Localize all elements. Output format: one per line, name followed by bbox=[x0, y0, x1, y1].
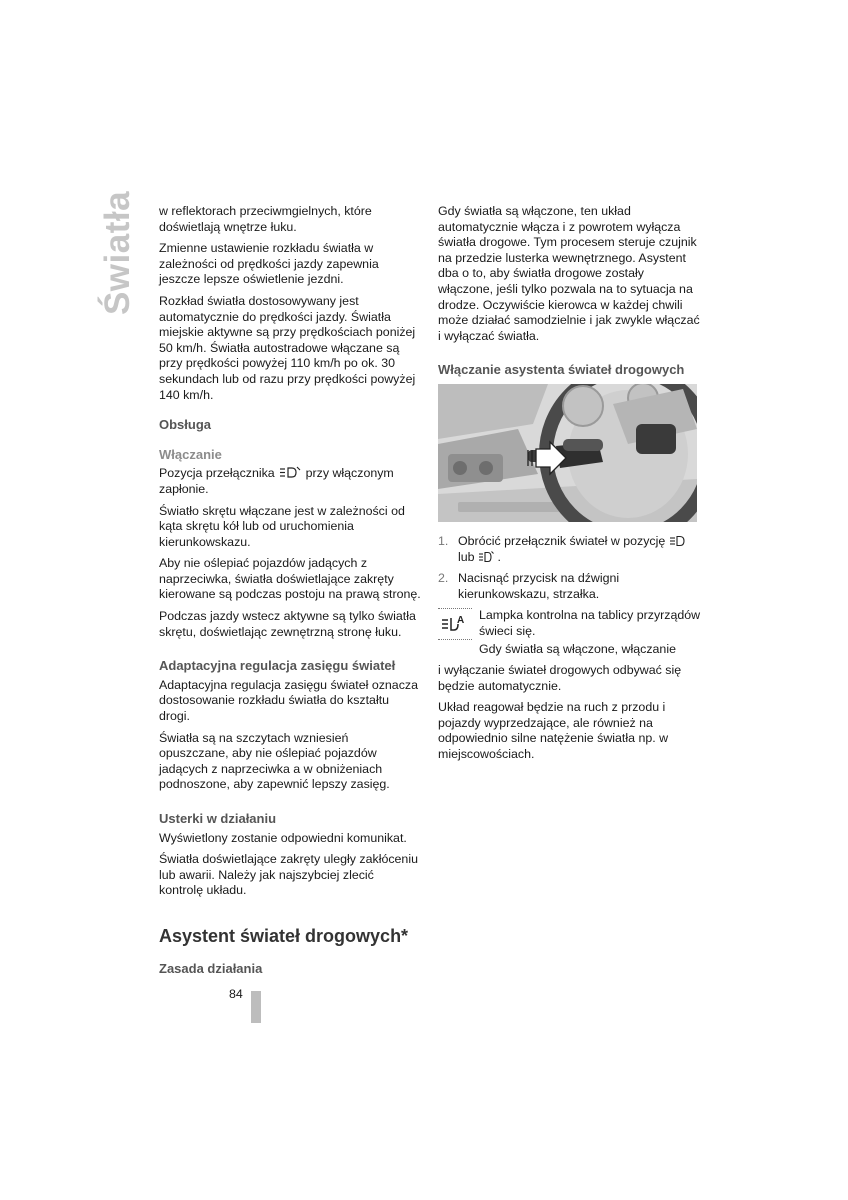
indicator-note-text: Lampka kontrolna na tablicy przyrządów świeci się. bbox=[479, 608, 701, 638]
step-text-part: . bbox=[497, 549, 501, 564]
step-text: Nacisnąć przycisk na dźwigni kierunkowskazu, strzałka. bbox=[458, 571, 620, 601]
step-text-part: Obrócić przełącznik świateł w pozycję bbox=[458, 533, 666, 548]
step-number: 2. bbox=[438, 571, 449, 586]
paragraph: Światło skrętu włączane jest w zależności od kąta skrętu kół lub od uruchomienia kierunkowskazu. bbox=[159, 503, 405, 549]
paragraph: Aby nie oślepiać pojazdów jadących z naprzeciwka, światła doświetlające zakręty kierowane są podczas postoju na prawą stronę. bbox=[159, 556, 421, 602]
paragraph: Zmienne ustawienie rozkładu światła w zależności od prędkości jazdy zapewnia jeszcze lepsze oświetlenie jezdni. bbox=[159, 241, 379, 287]
high-beam-assistant-icon bbox=[441, 613, 469, 635]
subheading-wlaczanie: Włączanie bbox=[159, 446, 222, 462]
chapter-title-text: Światła bbox=[98, 190, 138, 316]
steering-wheel-photo bbox=[438, 384, 697, 522]
right-column bbox=[438, 204, 702, 769]
paragraph: Gdy światła są włączone, włączanie bbox=[479, 641, 676, 656]
paragraph: Światła są na szczytach wzniesień opuszczane, aby nie oślepiać pojazdów jadących z naprzeciwka a w obniżeniach podnoszone, aby zapewnić lepszy zasięg. bbox=[159, 730, 390, 792]
paragraph: i wyłączanie świateł drogowych odbywać się będzie automatycznie. bbox=[438, 663, 682, 693]
section-heading-usterki: Usterki w działaniu bbox=[159, 811, 277, 826]
paragraph: Rozkład światła dostosowywany jest automatycznie do prędkości jazdy. Światła miejskie aktywne są przy prędkościach poniżej 50 km/h. Światła autostradowe włączane są przy prędkości powyżej 110 km/h po ok. 30 sekundach lub od razu przy prędkości powyżej 140 km/h. bbox=[159, 293, 416, 402]
paragraph: Adaptacyjna regulacja zasięgu świateł oznacza dostosowanie rozkładu światła do kształtu drogi. bbox=[159, 677, 418, 724]
list-item bbox=[438, 571, 702, 602]
step-text bbox=[458, 534, 685, 565]
list-item bbox=[438, 534, 702, 565]
page-marker-bar bbox=[251, 991, 261, 1023]
indicator-note bbox=[438, 608, 702, 657]
step-text-part: lub bbox=[458, 549, 475, 564]
section-heading-wlaczanie-asystenta: Włączanie asystenta świateł drogowych bbox=[438, 362, 685, 378]
paragraph-text: przy włączonym zapłonie. bbox=[159, 466, 394, 496]
paragraph: Gdy światła są włączone, ten układ automatycznie włącza i z powrotem wyłącza światła drogowe. Tym procesem steruje czujnik na przedzie lusterka wewnętrznego. Asystent dba o to, aby światła drogowe zostały włączone, jeśli tylko pozwala na to sytuacja na drodze. Oczywiście kierowca w każdej chwili może działać samodzielnie i jak zwykle włączać i wyłączać światła. bbox=[438, 204, 700, 343]
paragraph: w reflektorach przeciwmgielnych, które doświetlają wnętrze łuku. bbox=[159, 204, 372, 234]
section-heading-zasada: Zasada działania bbox=[159, 960, 263, 976]
paragraph: Podczas jazdy wstecz aktywne są tylko światła skrętu, doświetlając zewnętrzną stronę łuku. bbox=[159, 609, 416, 639]
headlight-icon bbox=[669, 535, 685, 547]
instruction-steps bbox=[438, 534, 702, 602]
paragraph-switch-position bbox=[159, 466, 421, 497]
section-heading-obsluga: Obsługa bbox=[159, 417, 212, 433]
auto-light-icon bbox=[278, 466, 302, 479]
auto-light-icon bbox=[478, 551, 494, 563]
chapter-side-title bbox=[96, 190, 140, 316]
section-heading-adaptive: Adaptacyjna regulacja zasięgu świateł bbox=[159, 658, 396, 674]
chapter-heading-asystent: Asystent świateł drogowych* bbox=[159, 925, 409, 946]
left-column bbox=[159, 204, 421, 987]
paragraph: Światła doświetlające zakręty uległy zakłóceniu lub awarii. Należy jak najszybciej zlecić kontrolę układu. bbox=[159, 852, 418, 898]
indicator-lamp-box bbox=[438, 608, 472, 640]
step-number: 1. bbox=[438, 533, 449, 548]
paragraph-text: Pozycja przełącznika bbox=[159, 466, 275, 481]
paragraph: Wyświetlony zostanie odpowiedni komunikat. bbox=[159, 830, 407, 845]
page-number: 84 bbox=[229, 987, 243, 1001]
paragraph: Układ reagował będzie na ruch z przodu i pojazdy wyprzedzające, ale również na odpowiednio silne natężenie światła np. w miejscowościach. bbox=[438, 700, 669, 762]
svg-text:A: A bbox=[457, 615, 465, 627]
